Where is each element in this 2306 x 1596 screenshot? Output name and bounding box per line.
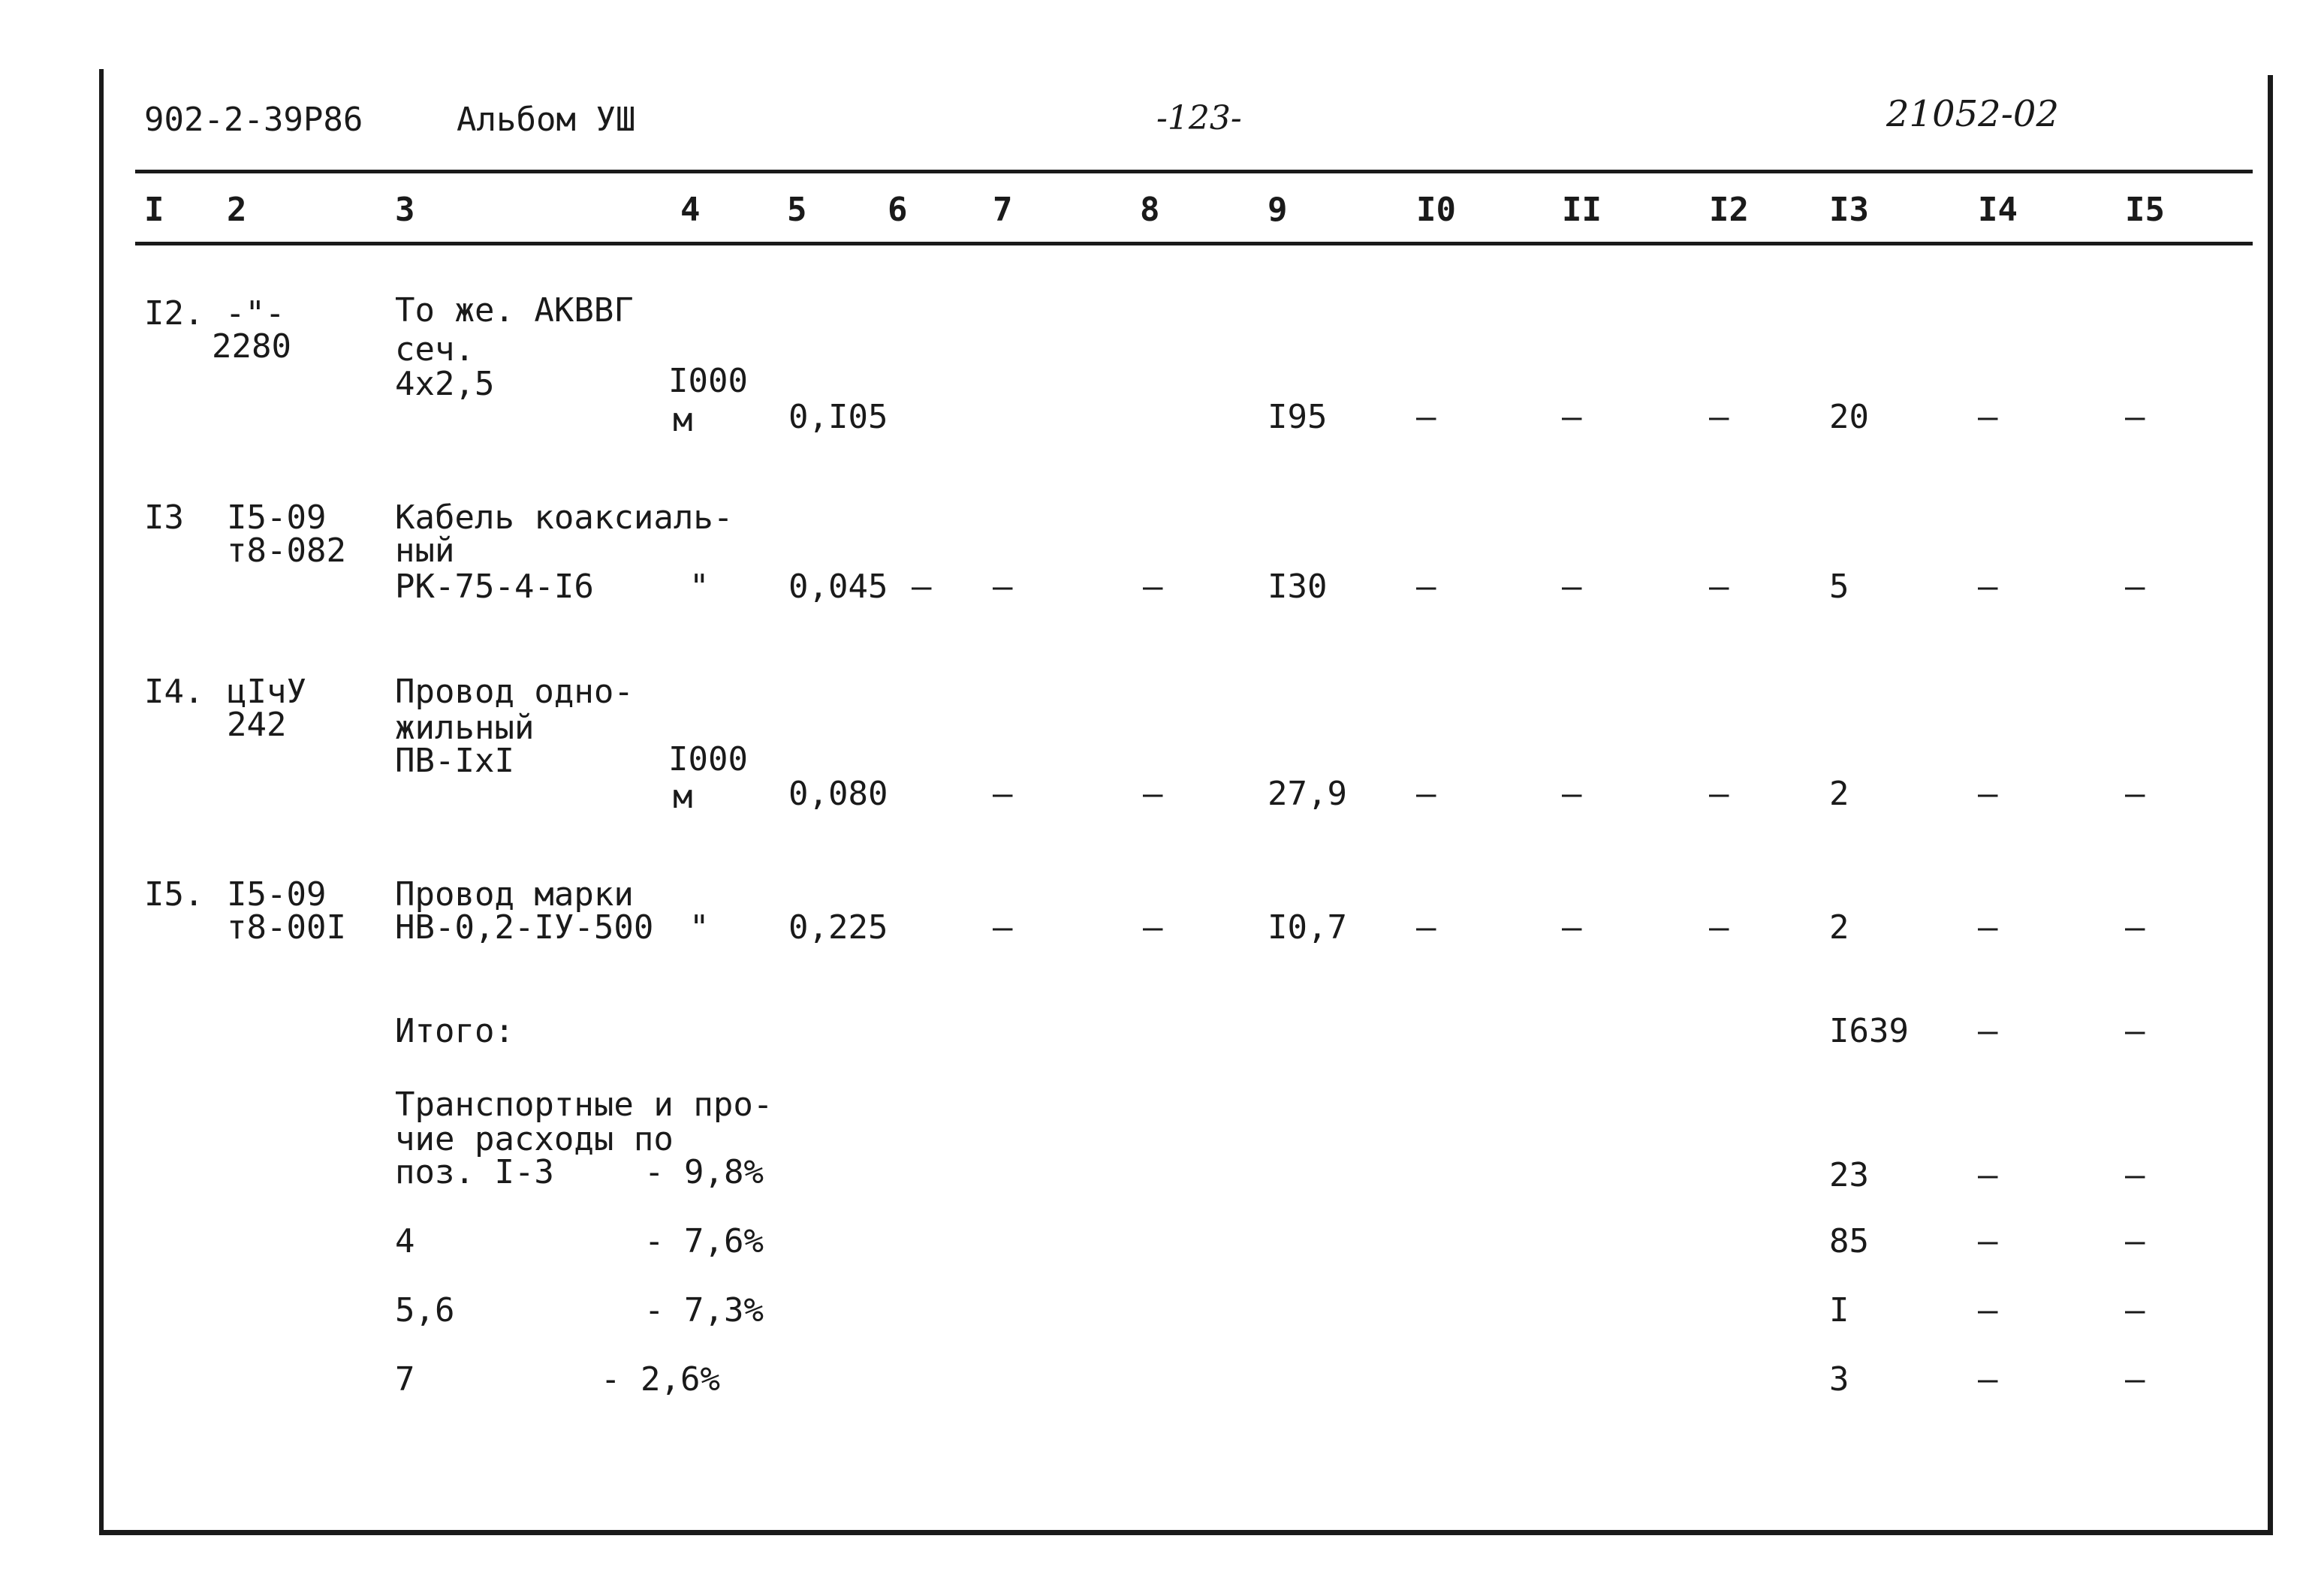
- transport-label-line: Транспортные и про-: [395, 1086, 773, 1124]
- row-col14: –: [1978, 775, 1998, 813]
- col-header-2: 2: [227, 191, 247, 229]
- row-name-line: 4х2,5: [395, 365, 495, 403]
- row-name-line: жильный: [395, 709, 535, 747]
- row-code-line: 2280: [212, 327, 291, 366]
- col-header-1: I: [144, 191, 164, 229]
- header-bottom-rule: [135, 242, 2253, 245]
- transport-percent: - 9,8%: [644, 1153, 764, 1191]
- row-col5: 0,I05: [788, 398, 888, 436]
- col-header-14: I4: [1978, 191, 2018, 229]
- col-header-6: 6: [888, 191, 908, 229]
- transport-position: поз. I-3: [395, 1153, 554, 1191]
- row-col9: I30: [1268, 568, 1328, 606]
- row-code-line: т8-00I: [227, 908, 346, 947]
- transport-col14: –: [1978, 1156, 1998, 1194]
- row-name-line: РК-75-4-I6: [395, 568, 594, 606]
- row-name-line: ПВ-IхI: [395, 742, 514, 780]
- transport-col15: –: [2125, 1222, 2145, 1260]
- row-col12: –: [1709, 908, 1729, 947]
- transport-col15: –: [2125, 1360, 2145, 1399]
- transport-col15: –: [2125, 1291, 2145, 1329]
- row-col8: –: [1143, 568, 1163, 606]
- row-col12: –: [1709, 775, 1729, 813]
- row-unit-line: I000: [668, 740, 748, 778]
- col-header-13: I3: [1829, 191, 1869, 229]
- row-name-line: То же. АКВВГ: [395, 291, 634, 330]
- doc-number: 902-2-39Р86: [144, 101, 363, 139]
- row-col14: –: [1978, 568, 1998, 606]
- col-header-9: 9: [1268, 191, 1288, 229]
- row-col12: –: [1709, 568, 1729, 606]
- doc-code: 21052-02: [1886, 93, 2059, 135]
- row-col13: 20: [1829, 398, 1869, 436]
- col-header-15: I5: [2125, 191, 2165, 229]
- page-number: -123-: [1156, 99, 1242, 137]
- row-unit-line: м: [673, 778, 693, 816]
- transport-col13: I: [1829, 1291, 1849, 1329]
- row-code-line: т8-082: [227, 531, 346, 570]
- row-name-line: Кабель коаксиаль-: [395, 498, 734, 537]
- transport-percent: - 2,6%: [601, 1360, 720, 1399]
- transport-col13: 85: [1829, 1222, 1869, 1260]
- row-col10: –: [1416, 908, 1436, 947]
- transport-col15: –: [2125, 1156, 2145, 1194]
- col-header-3: 3: [395, 191, 415, 229]
- transport-percent: - 7,6%: [644, 1222, 764, 1260]
- row-col7: –: [993, 568, 1013, 606]
- total-col13: I639: [1829, 1012, 1909, 1050]
- row-col8: –: [1143, 775, 1163, 813]
- row-col13: 5: [1829, 568, 1849, 606]
- row-col14: –: [1978, 398, 1998, 436]
- total-col15: –: [2125, 1012, 2145, 1050]
- transport-col14: –: [1978, 1360, 1998, 1399]
- transport-position: 5,6: [395, 1291, 455, 1329]
- row-col10: –: [1416, 398, 1436, 436]
- col-header-5: 5: [787, 191, 807, 229]
- col-header-7: 7: [993, 191, 1013, 229]
- transport-label-line: чие расходы по: [395, 1120, 674, 1158]
- row-name-line: ный: [395, 531, 455, 570]
- row-col6: –: [912, 568, 932, 606]
- row-number: I2.: [144, 294, 204, 333]
- col-header-11: II: [1562, 191, 1602, 229]
- row-number: I4.: [144, 673, 204, 711]
- row-col11: –: [1562, 775, 1582, 813]
- transport-col14: –: [1978, 1291, 1998, 1329]
- transport-percent: - 7,3%: [644, 1291, 764, 1329]
- row-code-line: I5-09: [227, 875, 327, 914]
- row-col7: –: [993, 908, 1013, 947]
- col-header-8: 8: [1140, 191, 1160, 229]
- row-col9: I0,7: [1268, 908, 1347, 947]
- row-col10: –: [1416, 775, 1436, 813]
- row-name-line: Провод одно-: [395, 673, 634, 711]
- frame-left-border: [99, 69, 104, 1534]
- row-name-line: сеч.: [395, 330, 475, 369]
- header-top-rule: [135, 170, 2253, 173]
- total-col14: –: [1978, 1012, 1998, 1050]
- col-header-12: I2: [1709, 191, 1749, 229]
- row-col11: –: [1562, 908, 1582, 947]
- row-name-line: Провод марки: [395, 875, 634, 914]
- row-unit-line: ": [689, 908, 710, 947]
- col-header-10: I0: [1416, 191, 1456, 229]
- row-code-line: 242: [227, 706, 287, 744]
- row-col11: –: [1562, 568, 1582, 606]
- row-col5: 0,080: [788, 775, 888, 813]
- row-col13: 2: [1829, 775, 1849, 813]
- transport-col14: –: [1978, 1222, 1998, 1260]
- row-code-line: I5-09: [227, 498, 327, 537]
- transport-position: 7: [395, 1360, 415, 1399]
- total-label: Итого:: [395, 1012, 514, 1050]
- row-col9: 27,9: [1268, 775, 1347, 813]
- row-col11: –: [1562, 398, 1582, 436]
- col-header-4: 4: [680, 191, 701, 229]
- row-col15: –: [2125, 908, 2145, 947]
- row-code-line: цIчУ: [227, 673, 306, 711]
- row-col8: –: [1143, 908, 1163, 947]
- row-unit-line: I000: [668, 362, 748, 400]
- frame-bottom-border: [99, 1530, 2273, 1535]
- row-col10: –: [1416, 568, 1436, 606]
- row-col7: –: [993, 775, 1013, 813]
- transport-col13: 3: [1829, 1360, 1849, 1399]
- transport-position: 4: [395, 1222, 415, 1260]
- row-name-line: НВ-0,2-IУ-500: [395, 908, 654, 947]
- row-col15: –: [2125, 398, 2145, 436]
- row-col12: –: [1709, 398, 1729, 436]
- row-unit-line: м: [673, 401, 693, 439]
- row-unit-line: ": [689, 568, 710, 606]
- row-number: I5.: [144, 875, 204, 914]
- row-col15: –: [2125, 568, 2145, 606]
- transport-col13: 23: [1829, 1156, 1869, 1194]
- row-col14: –: [1978, 908, 1998, 947]
- row-col5: 0,225: [788, 908, 888, 947]
- row-number: I3: [144, 498, 184, 537]
- row-col5: 0,045: [788, 568, 888, 606]
- row-col9: I95: [1268, 398, 1328, 436]
- row-code-line: -"-: [225, 294, 285, 333]
- album-label: Альбом УШ: [457, 101, 636, 139]
- row-col15: –: [2125, 775, 2145, 813]
- row-col13: 2: [1829, 908, 1849, 947]
- frame-right-border: [2268, 75, 2273, 1534]
